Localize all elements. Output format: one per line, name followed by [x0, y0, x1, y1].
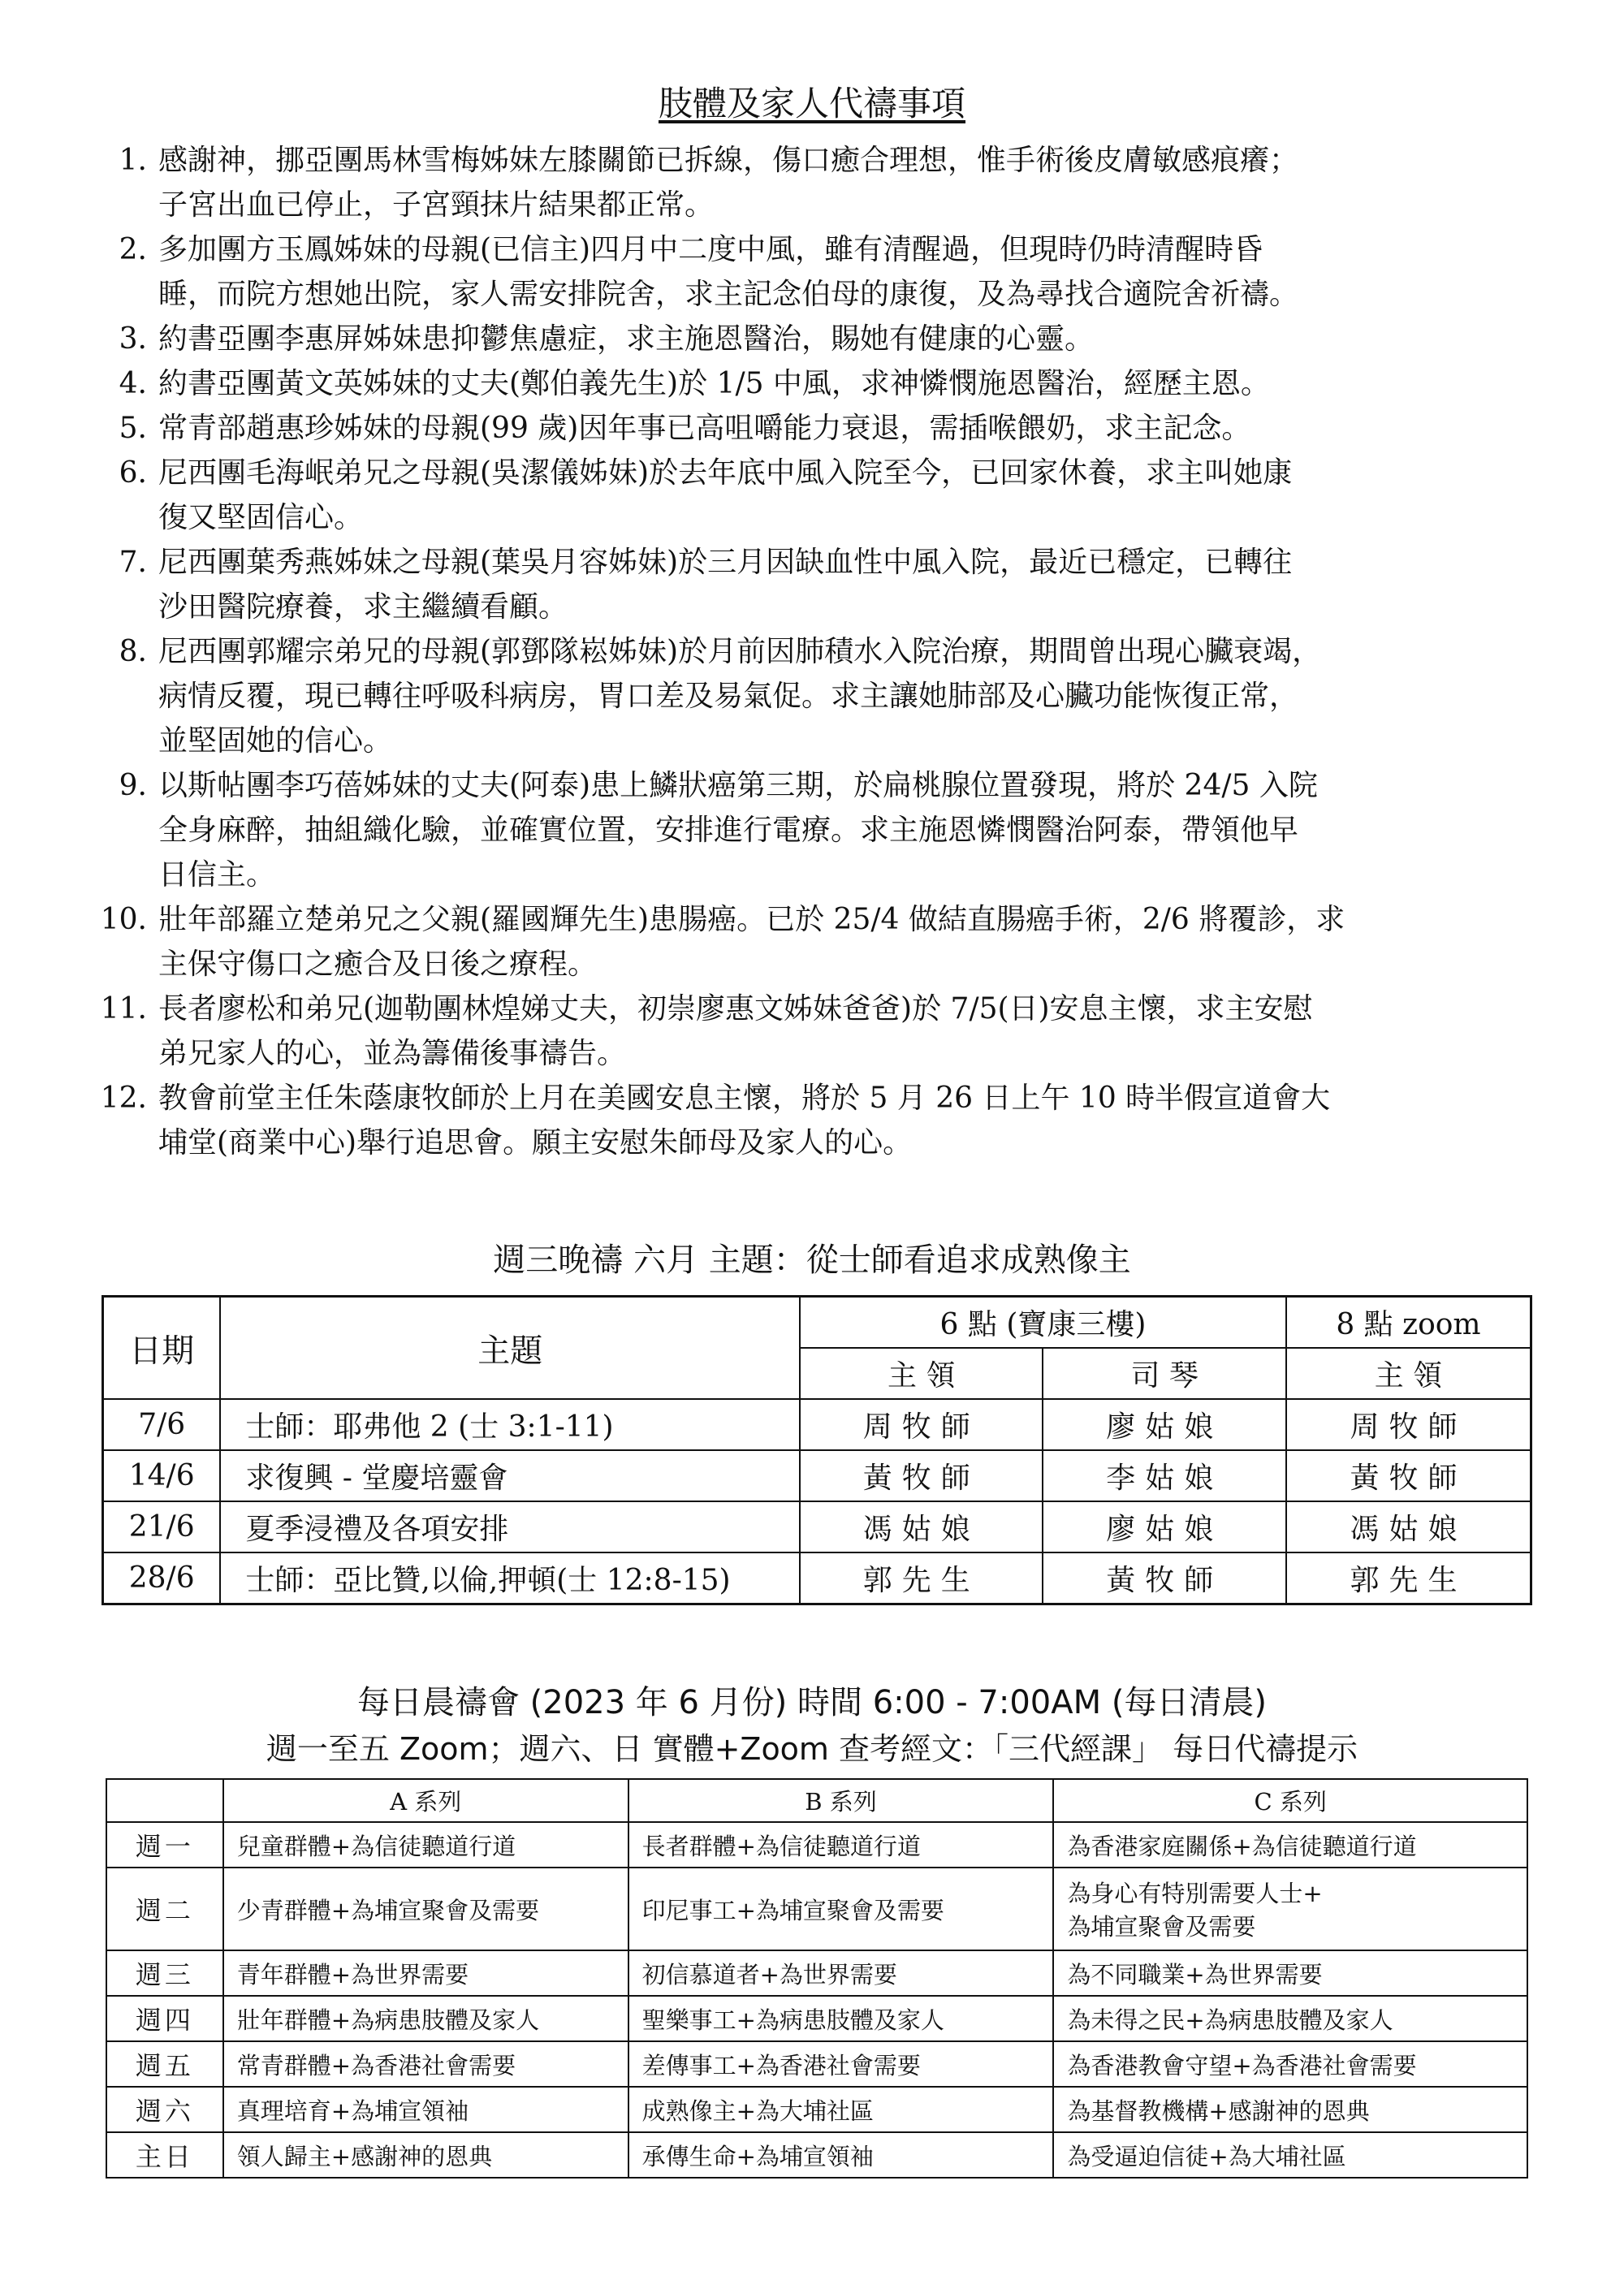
list-item-line: 弟兄家人的心，並為籌備後事禱告。 — [158, 1037, 627, 1070]
list-item-number: 2. — [119, 233, 147, 266]
list-item — [85, 987, 1555, 1076]
daily-prayer-table — [106, 1778, 1528, 2179]
list-item — [85, 227, 1555, 317]
list-item-text — [158, 987, 1555, 1076]
list-item-text — [158, 227, 1555, 317]
header-series-a: A 系列 — [223, 1779, 628, 1822]
list-item — [85, 629, 1555, 763]
list-item-line: 全身麻醉，抽組織化驗，並確實位置，安排進行電療。求主施恩憐憫醫治阿泰，帶領他早 — [158, 814, 1299, 847]
header-blank — [106, 1779, 223, 1822]
list-item-line: 多加團方玉鳳姊妹的母親(已信主)四月中二度中風，雖有清醒過，但現時仍時清醒時昏 — [158, 233, 1263, 266]
table-row: 週二 少青群體+為埔宣聚會及需要 印尼事工+為埔宣聚會及需要 為身心有特別需要人士+ 為埔宣聚會及需要 — [106, 1868, 1527, 1950]
list-item — [85, 406, 1555, 451]
list-item-number: 12. — [100, 1082, 147, 1115]
list-item-number: 11. — [100, 992, 147, 1026]
list-item-line: 主保守傷口之癒合及日後之療程。 — [158, 948, 598, 981]
list-item-line: 感謝神，挪亞團馬林雪梅姊妹左膝關節已拆線，傷口癒合理想，惟手術後皮膚敏感痕癢； — [158, 144, 1299, 177]
table-row: 週三 青年群體+為世界需要 初信慕道者+為世界需要 為不同職業+為世界需要 — [106, 1950, 1527, 1996]
wednesday-prayer-title: 週三晚禱 六月 主題：從士師看追求成熟像主 — [493, 1242, 1131, 1279]
table-row: 週四 壯年群體+為病患肢體及家人 聖樂事工+為病患肢體及家人 為未得之民+為病患肢體及家人 — [106, 1996, 1527, 2041]
table-row: 主日 領人歸主+感謝神的恩典 承傳生命+為埔宣領袖 為受逼迫信徒+為大埔社區 — [106, 2132, 1527, 2178]
list-item-text — [158, 406, 1555, 451]
header-topic: 主題 — [220, 1297, 800, 1400]
list-item-number: 9. — [119, 769, 147, 802]
list-item-text — [158, 629, 1555, 763]
list-item-line: 復又堅固信心。 — [158, 501, 364, 534]
prayer-section-title: 肢體及家人代禱事項 — [658, 84, 965, 123]
list-item-text — [158, 361, 1555, 406]
list-item — [85, 138, 1555, 227]
table-row: 週五 常青群體+為香港社會需要 差傳事工+為香港社會需要 為香港教會守望+為香港社會需要 — [106, 2041, 1527, 2087]
list-item-line: 並堅固她的信心。 — [158, 724, 393, 758]
list-item — [85, 897, 1555, 987]
list-item-text — [158, 138, 1555, 227]
list-item-text — [158, 763, 1555, 897]
header-eight-pm: 8 點 zoom — [1286, 1297, 1531, 1349]
list-item-text — [158, 897, 1555, 987]
table-row: 7/6 士師：耶弗他 2 (士 3:1-11) 周牧師 廖姑娘 周牧師 — [103, 1399, 1531, 1450]
list-item-text — [158, 317, 1555, 361]
header-piano: 司 琴 — [1043, 1348, 1285, 1399]
list-item-line: 約書亞團黃文英姊妹的丈夫(鄭伯義先生)於 1/5 中風，求神憐憫施恩醫治，經歷主恩。 — [158, 367, 1270, 400]
list-item-line: 約書亞團李惠屏姊妹患抑鬱焦慮症，求主施恩醫治，賜她有健康的心靈。 — [158, 322, 1095, 356]
list-item — [85, 1076, 1555, 1165]
header-series-b: B 系列 — [628, 1779, 1054, 1822]
list-item-line: 教會前堂主任朱蔭康牧師於上月在美國安息主懷，將於 5 月 26 日上午 10 時半假宣道會大 — [158, 1082, 1331, 1115]
list-item-text — [158, 540, 1555, 629]
header-date: 日期 — [103, 1297, 221, 1400]
prayer-list — [85, 138, 1555, 1165]
list-item-line: 睡，而院方想她出院，家人需安排院舍，求主記念伯母的康復，及為尋找合適院舍祈禱。 — [158, 278, 1299, 311]
table-row: 14/6 求復興 - 堂慶培靈會 黃牧師 李姑娘 黃牧師 — [103, 1450, 1531, 1501]
list-item-number: 6. — [119, 456, 147, 490]
list-item-number: 8. — [119, 635, 147, 668]
list-item-line: 日信主。 — [158, 858, 276, 892]
list-item-number: 1. — [119, 144, 147, 177]
list-item — [85, 540, 1555, 629]
header-series-c: C 系列 — [1053, 1779, 1527, 1822]
list-item-line: 以斯帖團李巧蓓姊妹的丈夫(阿泰)患上鱗狀癌第三期，於扁桃腺位置發現，將於 24/5 入院 — [158, 769, 1318, 802]
wednesday-schedule-table — [102, 1295, 1532, 1605]
list-item-line: 尼西團郭耀宗弟兄的母親(郭鄧隊崧姊妹)於月前因肺積水入院治療，期間曾出現心臟衰竭， — [158, 635, 1322, 668]
list-item-line: 子宮出血已停止，子宮頸抹片結果都正常。 — [158, 188, 715, 222]
list-item-number: 4. — [119, 367, 147, 400]
list-item-number: 3. — [119, 322, 147, 356]
list-item — [85, 317, 1555, 361]
list-item-line: 病情反覆，現已轉往呼吸科病房，胃口差及易氣促。求主讓她肺部及心臟功能恢復正常， — [158, 680, 1299, 713]
list-item-text — [158, 1076, 1555, 1165]
header-six-pm: 6 點 (寶康三樓) — [800, 1297, 1286, 1349]
table-row: 28/6 士師：亞比贊,以倫,押頓(士 12:8-15) 郭先生 黃牧師 郭先生 — [103, 1552, 1531, 1604]
list-item — [85, 361, 1555, 406]
list-item-line: 長者廖松和弟兄(迦勒團林煌娣丈夫，初崇廖惠文姊妹爸爸)於 7/5(日)安息主懷，求主安慰 — [158, 992, 1313, 1026]
list-item-number: 7. — [119, 546, 147, 579]
list-item-line: 常青部趙惠珍姊妹的母親(99 歲)因年事已高咀嚼能力衰退，需插喉餵奶，求主記念。 — [158, 412, 1251, 445]
list-item-line: 尼西團毛海岷弟兄之母親(吳潔儀姊妹)於去年底中風入院至今，已回家休養，求主叫她康 — [158, 456, 1293, 490]
list-item-line: 尼西團葉秀燕姊妹之母親(葉吳月容姊妹)於三月因缺血性中風入院，最近已穩定，已轉往 — [158, 546, 1293, 579]
table-row: 週一 兒童群體+為信徒聽道行道 長者群體+為信徒聽道行道 為香港家庭關係+為信徒聽道行道 — [106, 1822, 1527, 1868]
morning-prayer-subtitle: 週一至五 Zoom；週六、日 實體+Zoom 查考經文：「三代經課」 每日代禱提示 — [266, 1731, 1358, 1767]
list-item — [85, 451, 1555, 540]
list-item-line: 壯年部羅立楚弟兄之父親(羅國輝先生)患腸癌。已於 25/4 做結直腸癌手術，2/6 將覆診，求 — [158, 903, 1345, 936]
table-row: 21/6 夏季浸禮及各項安排 馮姑娘 廖姑娘 馮姑娘 — [103, 1501, 1531, 1552]
morning-prayer-title: 每日晨禱會 (2023 年 6 月份) 時間 6:00 - 7:00AM (每日清晨) — [356, 1684, 1268, 1721]
list-item-number: 5. — [119, 412, 147, 445]
list-item-line: 埔堂(商業中心)舉行追思會。願主安慰朱師母及家人的心。 — [158, 1126, 913, 1159]
table-row: 週六 真理培育+為埔宣領袖 成熟像主+為大埔社區 為基督教機構+感謝神的恩典 — [106, 2087, 1527, 2132]
list-item-number: 10. — [100, 903, 147, 936]
header-lead: 主 領 — [800, 1348, 1043, 1399]
list-item — [85, 763, 1555, 897]
list-item-text — [158, 451, 1555, 540]
header-lead-zoom: 主 領 — [1286, 1348, 1531, 1399]
list-item-line: 沙田醫院療養，求主繼續看顧。 — [158, 590, 568, 624]
